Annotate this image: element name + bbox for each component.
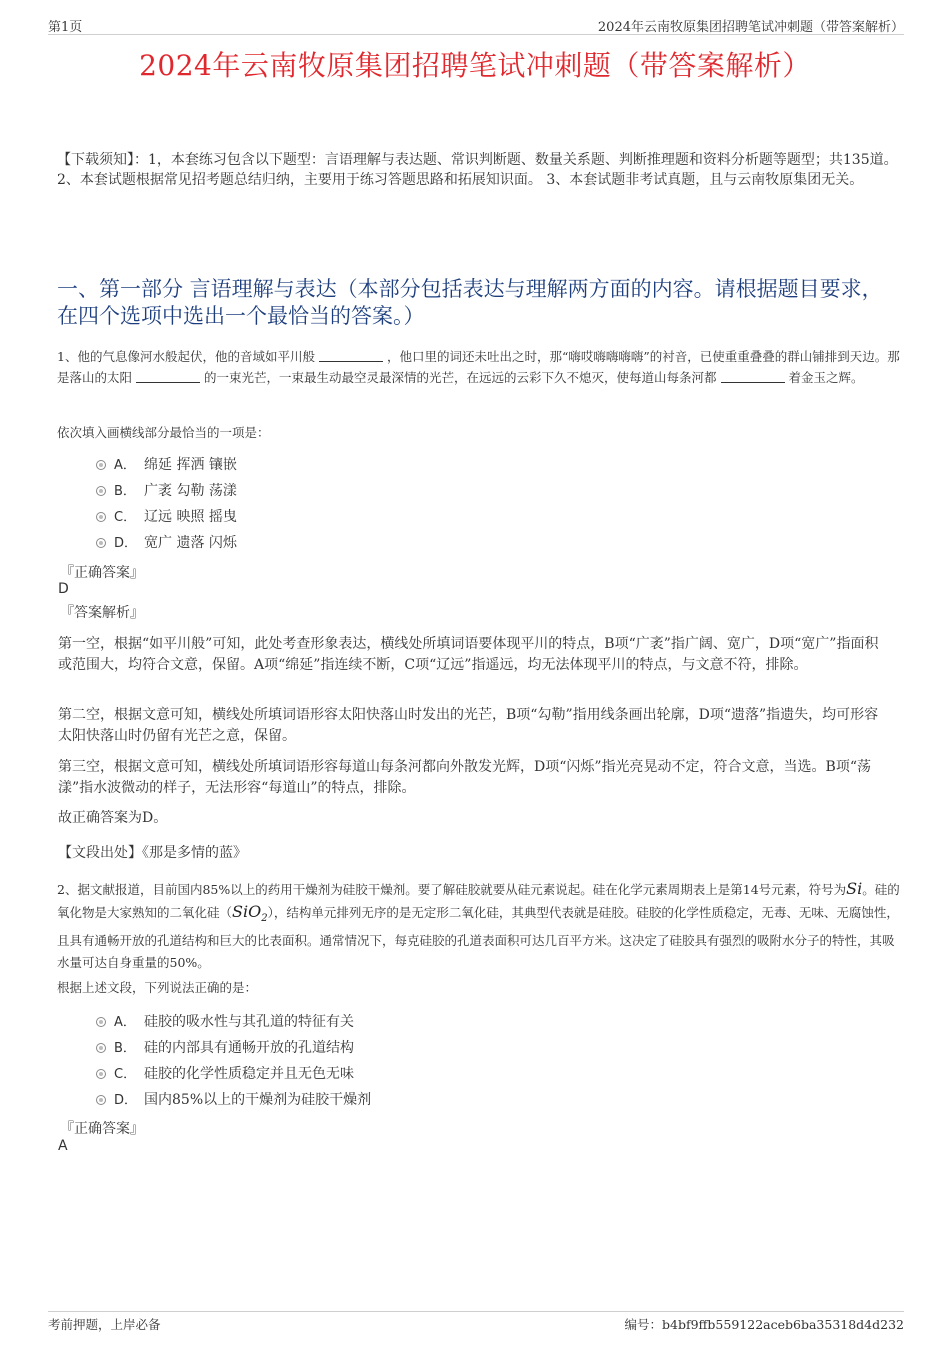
q1-analysis-paragraph-3: 第三空，根据文意可知，横线处所填词语形容每道山每条河都向外散发光辉，D项“闪烁”指光亮晃动不定，符合文意，当选。B项“荡漾”指水波微动的样子，无法形容“每道山”的特点，排除。 (58, 759, 871, 796)
q1-text-part-d: 着金玉之辉。 (788, 370, 864, 385)
page-footer (48, 1311, 904, 1336)
footer-slogan: 考前押题，上岸必备 (48, 1317, 161, 1332)
page-header (48, 14, 904, 35)
q2-text-part-c: ），结构单元排列无序的是无定形二氧化硅，其典型代表就是硅胶。硅胶的化学性质稳定，无毒、无味、无腐蚀性，且具有通畅开放的孔道结构和巨大的比表面积。通常情况下，每克硅胶的孔道表面积可达几百平方米。这决定了硅胶具有强烈的吸附水分子的特性，其吸水量可达自身重量的50%。 (57, 905, 899, 971)
q1-option-b[interactable]: B． 广袤 勾勒 荡漾 (96, 478, 237, 504)
q2-option-a[interactable]: A． 硅胶的吸水性与其孔道的特征有关 (96, 1009, 371, 1035)
q1-option-c[interactable]: C． 辽远 映照 摇曳 (96, 504, 237, 530)
question-1-prompt: 依次填入画横线部分最恰当的一项是： (57, 425, 270, 440)
q1-analysis-conclusion: 故正确答案为D。 (58, 810, 168, 826)
question-1-text (57, 346, 902, 388)
question-2-prompt: 根据上述文段，下列说法正确的是： (57, 980, 258, 995)
silicon-symbol: Si (846, 879, 863, 898)
footer-doc-id: 编号：b4bf9ffb559122aceb6ba35318d4d232 (624, 1317, 904, 1332)
radio-button-icon[interactable] (96, 1095, 106, 1105)
q1-text-part-b: ，他口里的词还未吐出之时，那“嗨哎嗨嗨嗨嗨”的衬音，已使重重叠叠的群山铺排到天边。那是落山的太阳 (57, 349, 900, 385)
radio-button-icon[interactable] (96, 460, 106, 470)
radio-button-icon[interactable] (96, 1069, 106, 1079)
q2-answer: A (58, 1138, 68, 1154)
radio-button-icon[interactable] (96, 1017, 106, 1027)
q2-text-part-b: 。硅的氧化物是大家熟知的二氧化硅（ (57, 882, 900, 920)
header-doc-title: 2024年云南牧原集团招聘笔试冲刺题（带答案解析） (597, 20, 904, 35)
document-title: 2024年云南牧原集团招聘笔试冲刺题（带答案解析） (139, 49, 811, 82)
q1-text-part-a: 1、他的气息像河水般起伏，他的音域如平川般 (57, 349, 315, 364)
q2-option-c[interactable]: C． 硅胶的化学性质稳定并且无色无味 (96, 1061, 371, 1087)
radio-button-icon[interactable] (96, 1043, 106, 1053)
radio-button-icon[interactable] (96, 512, 106, 522)
q1-option-d[interactable]: D． 宽广 遗落 闪烁 (96, 530, 237, 556)
q1-blank-2 (136, 370, 200, 383)
q1-analysis-label: 『答案解析』 (60, 605, 144, 621)
section-title: 一、第一部分 言语理解与表达（本部分包括表达与理解两方面的内容。请根据题目要求，在四个选项中选出一个最恰当的答案。） (57, 277, 883, 328)
q1-analysis-paragraph-1: 第一空，根据“如平川般”可知，此处考查形象表达，横线处所填词语要体现平川的特点，B项“广袤”指广阔、宽广，D项“宽广”指面积或范围大，均符合文意，保留。A项“绵延”指连续不断，C项“辽远”指遥远，均无法体现平川的特点，与文意不符，排除。 (58, 636, 879, 673)
page-number: 第1页 (48, 20, 83, 35)
silicon-dioxide-formula: SiO$_2$ (232, 902, 268, 925)
q1-blank-3 (721, 370, 785, 383)
q1-analysis-paragraph-2: 第二空，根据文意可知，横线处所填词语形容太阳快落山时发出的光芒，B项“勾勒”指用线条画出轮廓，D项“遗落”指遗失，均可形容太阳快落山时仍留有光芒之意，保留。 (58, 707, 879, 744)
q1-source: 【文段出处】《那是多情的蓝》 (58, 845, 247, 861)
download-notice: 【下载须知】：1，本套练习包含以下题型：言语理解与表达题、常识判断题、数量关系题、判断推理题和资料分析题等题型；共135道。 2、本套试题根据常见招考题总结归纳，主要用于练习答题思路和拓展知识面。 3、本套试题非考试真题，且与云南牧原集团无关。 (57, 152, 898, 188)
radio-button-icon[interactable] (96, 538, 106, 548)
question-2-options (96, 1009, 371, 1113)
question-2-text (57, 878, 902, 974)
q2-option-b[interactable]: B． 硅的内部具有通畅开放的孔道结构 (96, 1035, 371, 1061)
radio-button-icon[interactable] (96, 486, 106, 496)
q1-answer-label: 『正确答案』 (60, 565, 144, 581)
q2-option-d[interactable]: D． 国内85%以上的干燥剂为硅胶干燥剂 (96, 1087, 371, 1113)
q1-answer: D (58, 581, 69, 597)
q1-blank-1 (319, 349, 383, 362)
question-1-options (96, 452, 237, 556)
q1-option-a[interactable]: A． 绵延 挥洒 镶嵌 (96, 452, 237, 478)
q2-text-part-a: 2、据文献报道，目前国内85%以上的药用干燥剂为硅胶干燥剂。要了解硅胶就要从硅元素说起。硅在化学元素周期表上是第14号元素，符号为 (57, 882, 847, 897)
q1-text-part-c: 的一束光芒，一束最生动最空灵最深情的光芒，在远远的云彩下久不熄灭，使每道山每条河都 (204, 370, 717, 385)
q2-answer-label: 『正确答案』 (60, 1121, 144, 1137)
